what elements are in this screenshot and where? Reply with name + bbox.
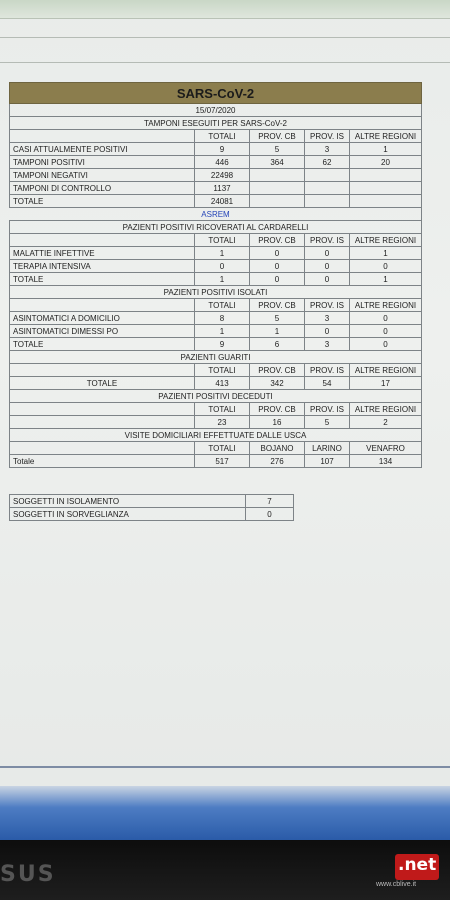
row-label[interactable]: TAMPONI NEGATIVI [10, 169, 195, 182]
cell-value[interactable]: 1 [350, 273, 422, 286]
cell-value[interactable]: 17 [350, 377, 422, 390]
table-row [10, 495, 294, 508]
report-date[interactable]: 15/07/2020 [10, 104, 422, 117]
cell-value[interactable]: 0 [305, 247, 350, 260]
table-row [10, 247, 422, 260]
cell-value[interactable]: 0 [350, 260, 422, 273]
row-label[interactable]: TOTALE [10, 338, 195, 351]
table-row [10, 312, 422, 325]
cell-value[interactable]: 9 [195, 143, 250, 156]
cell-value[interactable]: 0 [195, 260, 250, 273]
table-row [10, 416, 422, 429]
column-header[interactable]: VENAFRO [350, 442, 422, 455]
row-label[interactable]: SOGGETTI IN SORVEGLIANZA [10, 508, 246, 521]
table-row [10, 455, 422, 468]
cell-value[interactable]: 364 [250, 156, 305, 169]
column-header[interactable]: PROV. IS [305, 403, 350, 416]
cell-value[interactable]: 5 [250, 143, 305, 156]
cell-value[interactable]: 0 [305, 325, 350, 338]
cell-value[interactable] [350, 182, 422, 195]
empty-cell[interactable] [10, 130, 195, 143]
table-row [10, 508, 294, 521]
row-label[interactable]: SOGGETTI IN ISOLAMENTO [10, 495, 246, 508]
column-header[interactable]: TOTALI [195, 364, 250, 377]
empty-cell[interactable] [10, 299, 195, 312]
cell-value[interactable] [250, 169, 305, 182]
cell-value[interactable]: 1 [250, 325, 305, 338]
cell-value[interactable]: 342 [250, 377, 305, 390]
section-title-isolati[interactable]: PAZIENTI POSITIVI ISOLATI [10, 286, 422, 299]
table-row [10, 143, 422, 156]
row-label[interactable]: TAMPONI DI CONTROLLO [10, 182, 195, 195]
cell-value[interactable]: 107 [305, 455, 350, 468]
column-header[interactable]: PROV. IS [305, 364, 350, 377]
cell-value[interactable]: 0 [350, 325, 422, 338]
cell-value[interactable]: 24081 [195, 195, 250, 208]
covid-report-table [9, 82, 422, 468]
cell-value[interactable]: 0 [250, 260, 305, 273]
column-header[interactable]: TOTALI [195, 299, 250, 312]
section-title-deceduti[interactable]: PAZIENTI POSITIVI DECEDUTI [10, 390, 422, 403]
cell-value[interactable] [350, 169, 422, 182]
row-label[interactable]: TERAPIA INTENSIVA [10, 260, 195, 273]
column-header[interactable]: TOTALI [195, 130, 250, 143]
row-label[interactable]: TOTALE [10, 273, 195, 286]
cell-value[interactable] [305, 169, 350, 182]
row-label[interactable]: TAMPONI POSITIVI [10, 156, 195, 169]
empty-cell[interactable] [10, 442, 195, 455]
cell-value[interactable]: 20 [350, 156, 422, 169]
column-header[interactable]: PROV. CB [250, 130, 305, 143]
row-label[interactable]: ASINTOMATICI DIMESSI PO [10, 325, 195, 338]
section-title-ricoverati[interactable]: PAZIENTI POSITIVI RICOVERATI AL CARDARELLI [10, 221, 422, 234]
cell-value[interactable] [250, 195, 305, 208]
cell-value[interactable]: 3 [305, 338, 350, 351]
column-header[interactable]: PROV. IS [305, 234, 350, 247]
empty-cell[interactable] [10, 234, 195, 247]
column-header[interactable]: PROV. CB [250, 234, 305, 247]
column-header[interactable]: PROV. IS [305, 299, 350, 312]
table-row [10, 182, 422, 195]
column-header[interactable]: PROV. CB [250, 403, 305, 416]
row-label[interactable]: CASI ATTUALMENTE POSITIVI [10, 143, 195, 156]
section-title-tamponi[interactable]: TAMPONI ESEGUITI PER SARS-CoV-2 [10, 117, 422, 130]
divider-line [0, 62, 450, 63]
app-toolbar [0, 0, 450, 19]
empty-cell[interactable] [10, 364, 195, 377]
cell-value[interactable]: 446 [195, 156, 250, 169]
cell-value[interactable]: 1 [195, 325, 250, 338]
cell-value[interactable] [350, 195, 422, 208]
cell-value[interactable]: 276 [250, 455, 305, 468]
report-title: SARS-CoV-2 [10, 83, 422, 104]
table-row [10, 377, 422, 390]
divider-line [0, 37, 450, 38]
cell-value[interactable]: 134 [350, 455, 422, 468]
cell-value[interactable]: 6 [250, 338, 305, 351]
row-label[interactable]: Totale [10, 455, 195, 468]
monitor-brand-logo: SUS [0, 862, 56, 887]
column-header[interactable]: LARINO [305, 442, 350, 455]
column-header[interactable]: ALTRE REGIONI [350, 364, 422, 377]
taskbar[interactable] [0, 786, 450, 840]
watermark-url: www.cblive.it [376, 881, 417, 888]
cell-value[interactable]: 3 [305, 312, 350, 325]
row-label[interactable]: TOTALE [10, 195, 195, 208]
soggetti-table [9, 494, 294, 521]
cell-value[interactable]: 1137 [195, 182, 250, 195]
cell-value[interactable]: 1 [195, 247, 250, 260]
cell-value[interactable]: 0 [350, 312, 422, 325]
cell-value[interactable]: 5 [305, 416, 350, 429]
row-label[interactable]: ASINTOMATICI A DOMICILIO [10, 312, 195, 325]
cell-value[interactable]: 23 [195, 416, 250, 429]
column-header[interactable]: TOTALI [195, 403, 250, 416]
table-row [10, 338, 422, 351]
column-header[interactable]: BOJANO [250, 442, 305, 455]
cell-value[interactable]: 22498 [195, 169, 250, 182]
cell-value[interactable]: 5 [250, 312, 305, 325]
table-row [10, 325, 422, 338]
cell-value[interactable]: 1 [350, 143, 422, 156]
cell-value[interactable]: 9 [195, 338, 250, 351]
column-header[interactable]: ALTRE REGIONI [350, 299, 422, 312]
cell-value[interactable]: 0 [305, 260, 350, 273]
cell-value[interactable]: 0 [350, 338, 422, 351]
section-title-guariti[interactable]: PAZIENTI GUARITI [10, 351, 422, 364]
column-header[interactable]: TOTALI [195, 442, 250, 455]
cell-value[interactable]: 3 [305, 143, 350, 156]
column-header[interactable]: ALTRE REGIONI [350, 130, 422, 143]
spreadsheet [9, 82, 421, 468]
soggetti-table-wrap [9, 494, 293, 521]
table-row [10, 156, 422, 169]
cell-value[interactable]: 8 [195, 312, 250, 325]
cell-value[interactable]: 0 [250, 247, 305, 260]
table-row [10, 260, 422, 273]
cell-value[interactable]: 413 [195, 377, 250, 390]
cell-value[interactable]: 2 [350, 416, 422, 429]
column-header[interactable]: TOTALI [195, 234, 250, 247]
cell-value[interactable]: 7 [246, 495, 294, 508]
column-header[interactable]: PROV. IS [305, 130, 350, 143]
empty-cell[interactable] [10, 403, 195, 416]
cell-value[interactable] [305, 182, 350, 195]
screen-divider [0, 766, 450, 768]
cell-value[interactable]: 0 [246, 508, 294, 521]
table-row [10, 273, 422, 286]
row-label[interactable] [10, 416, 195, 429]
cell-value[interactable]: 16 [250, 416, 305, 429]
cell-value[interactable]: 0 [305, 273, 350, 286]
row-label[interactable]: TOTALE [10, 377, 195, 390]
cell-value[interactable]: 517 [195, 455, 250, 468]
cell-value[interactable] [305, 195, 350, 208]
column-header[interactable]: PROV. CB [250, 364, 305, 377]
monitor-bezel [0, 840, 450, 900]
cell-value[interactable] [250, 182, 305, 195]
table-row [10, 169, 422, 182]
cell-value[interactable]: 0 [250, 273, 305, 286]
cell-value[interactable]: 1 [350, 247, 422, 260]
watermark-logo: .net [398, 855, 437, 875]
table-row [10, 195, 422, 208]
column-header[interactable]: PROV. CB [250, 299, 305, 312]
cell-value[interactable]: 54 [305, 377, 350, 390]
asrem-label[interactable]: ASREM [10, 208, 422, 221]
section-title-visite[interactable]: VISITE DOMICILIARI EFFETTUATE DALLE USCA [10, 429, 422, 442]
row-label[interactable]: MALATTIE INFETTIVE [10, 247, 195, 260]
column-header[interactable]: ALTRE REGIONI [350, 234, 422, 247]
cell-value[interactable]: 62 [305, 156, 350, 169]
cell-value[interactable]: 1 [195, 273, 250, 286]
column-header[interactable]: ALTRE REGIONI [350, 403, 422, 416]
